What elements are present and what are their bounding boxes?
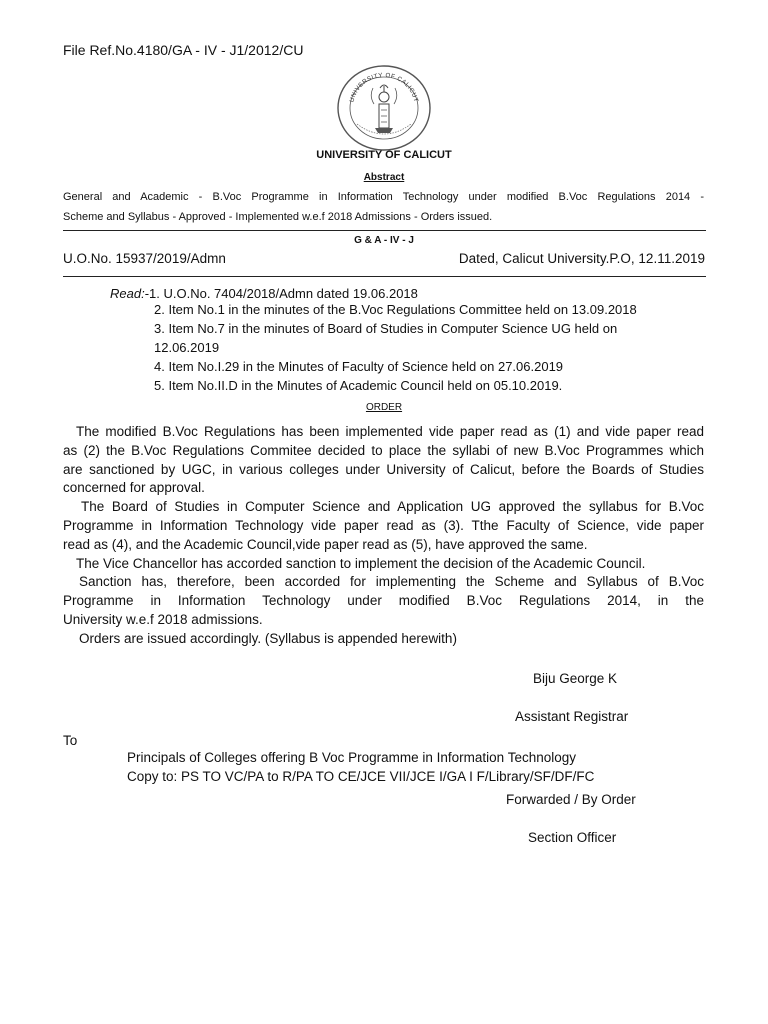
signatory-title: Assistant Registrar xyxy=(515,709,629,724)
abstract-heading: Abstract xyxy=(363,172,405,183)
order-heading: ORDER xyxy=(365,402,403,413)
reference-item: 2. Item No.1 in the minutes of the B.Voc Regulations Committee held on 13.09.2018 xyxy=(154,302,637,317)
order-line: Sanction has, therefore, been accorded for implementing the Scheme and Syllabus of B.Voc xyxy=(79,574,704,590)
read-references xyxy=(110,285,418,304)
divider xyxy=(63,230,706,231)
order-line: as (2) the B.Voc Regulations Commitee decided to place the syllabi of new B.Voc Programmes which xyxy=(63,442,704,458)
section-code: G & A - IV - J xyxy=(354,235,414,246)
copy-to: Copy to: PS TO VC/PA to R/PA TO CE/JCE VII/JCE I/GA I F/Library/SF/DF/FC xyxy=(127,769,595,784)
university-name: UNIVERSITY OF CALICUT xyxy=(316,149,452,161)
reference-item: 3. Item No.7 in the minutes of Board of Studies in Computer Science UG held on xyxy=(154,321,618,336)
reference-item: 4. Item No.I.29 in the Minutes of Faculty of Science held on 27.06.2019 xyxy=(154,359,564,374)
to-label: To xyxy=(63,733,78,748)
file-reference: File Ref.No.4180/GA - IV - J1/2012/CU xyxy=(63,42,304,58)
reference-item: 12.06.2019 xyxy=(154,340,220,355)
order-line: The modified B.Voc Regulations has been implemented vide paper read as (1) and vide paper read xyxy=(76,424,704,439)
reference-item: -1. U.O.No. 7404/2018/Admn dated 19.06.2018 xyxy=(144,286,418,301)
order-line: Programme in Information Technology under modified B.Voc Regulations 2014, in the xyxy=(63,593,704,609)
order-line: Orders are issued accordingly. (Syllabus is appended herewith) xyxy=(79,630,457,646)
abstract-line: General and Academic - B.Voc Programme in Information Technology under modified B.Voc Regulations 2014 - xyxy=(63,191,704,203)
divider xyxy=(63,276,706,277)
order-line: concerned for approval. xyxy=(63,480,205,496)
forwarded-by-order: Forwarded / By Order xyxy=(506,792,636,807)
read-label: Read: xyxy=(110,286,145,301)
date-line: Dated, Calicut University.P.O, 12.11.2019 xyxy=(458,251,705,266)
order-line: University w.e.f 2018 admissions. xyxy=(63,611,263,627)
uo-number: U.O.No. 15937/2019/Admn xyxy=(63,251,226,266)
abstract-line: Scheme and Syllabus - Approved - Implemented w.e.f 2018 Admissions - Orders issued. xyxy=(63,211,493,223)
signatory-name: Biju George K xyxy=(533,671,618,686)
order-line: Programme in Information Technology vide paper read as (3). Tthe Faculty of Science, vide paper xyxy=(63,517,704,533)
abstract-text xyxy=(63,187,704,227)
order-body xyxy=(63,423,704,649)
reference-item: 5. Item No.II.D in the Minutes of Academic Council held on 05.10.2019. xyxy=(154,378,563,393)
seal-arc-text: UNIVERSITY OF CALICUT xyxy=(348,71,420,104)
order-line: The Board of Studies in Computer Science and Application UG approved the syllabus for B.Voc xyxy=(81,499,704,515)
order-line: The Vice Chancellor has accorded sanction to implement the decision of the Academic Council. xyxy=(76,555,646,571)
university-seal-icon xyxy=(335,64,433,152)
order-line: read as (4), and the Academic Council,vide paper read as (5), have approved the same. xyxy=(63,536,588,552)
recipients: Principals of Colleges offering B Voc Programme in Information Technology xyxy=(127,750,576,765)
section-officer: Section Officer xyxy=(528,830,617,845)
order-line: are sanctioned by UGC, in various colleges under University of Calicut, before the Boards of Studies xyxy=(63,461,704,477)
